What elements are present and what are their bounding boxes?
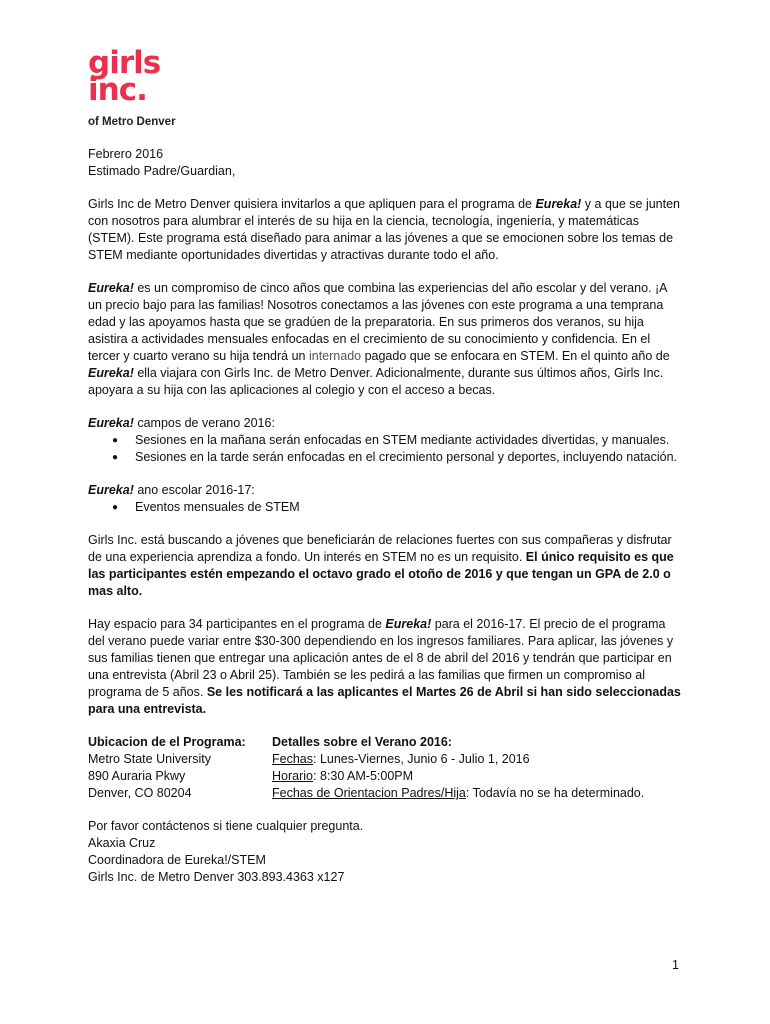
eureka-brand: Eureka! (88, 483, 134, 497)
summer-list (88, 432, 682, 466)
location-line: Denver, CO 80204 (88, 786, 192, 800)
list-item: ● Sesiones en la mañana serán enfocadas en STEM mediante actividades divertidas, y manuales. (88, 432, 682, 449)
application-paragraph (88, 616, 682, 718)
logo-word-inc: inc. (88, 72, 147, 108)
detail-value: : 8:30 AM-5:00PM (313, 769, 414, 783)
letter-body (88, 146, 682, 886)
detail-label: Fechas (272, 752, 313, 766)
location-column (88, 734, 272, 802)
eureka-brand: Eureka! (385, 617, 432, 631)
signer-name: Akaxia Cruz (88, 836, 156, 850)
commitment-text-2: pagado que se enfocara en STEM. En el quinto año de (361, 349, 670, 363)
location-heading: Ubicacion de el Programa: (88, 735, 246, 749)
commitment-text-3: ella viajara con Girls Inc. de Metro Denver. Adicionalmente, durante sus últimos años, Girls Inc. apoyara a su hija con las aplicaciones al colegio y con el acceso a becas. (88, 366, 664, 397)
application-text-2: para el 2016-17. El precio de el programa del verano puede variar entre $30-300 dependiendo en los ingresos familiares. Para aplicar, las jóvenes y sus familias tienen que entregar una aplicación antes de el 8 de abril del 2016 y tendrán que participar en una entrevista (Abril 23 o Abril 25). También se les pedirá a las familias que firmen un compromiso al programa de 5 años. (88, 617, 674, 699)
closing-line: Por favor contáctenos si tiene cualquier pregunta. (88, 819, 364, 833)
letter-date: Febrero 2016 (88, 147, 164, 161)
list-item: ● Eventos mensuales de STEM (88, 499, 682, 516)
signer-contact: Girls Inc. de Metro Denver 303.893.4363 x127 (88, 870, 345, 884)
detail-item (272, 751, 682, 768)
detail-item (272, 785, 682, 802)
commitment-text-1: es un compromiso de cinco años que combina las experiencias del año escolar y del verano. ¡A un precio bajo para las familias! Nosotros conectamos a las jóvenes con este programa a una temprana edad y las apoyamos hasta que se gradúen de la preparatoria. En sus primeros dos veranos, su hija asistira a actividades mensuales enfocadas en el crecimiento de su conocimiento y confidencia. En el tercer y cuarto verano su hija tendrá un (88, 281, 667, 363)
girls-inc-logo (88, 45, 161, 108)
intro-paragraph (88, 196, 682, 264)
eureka-brand: Eureka! (88, 366, 134, 380)
eureka-brand: Eureka! (535, 197, 582, 211)
detail-item (272, 768, 682, 785)
detail-value: : Todavía no se ha determinado. (465, 786, 645, 800)
school-year-heading (88, 482, 682, 499)
program-info (88, 734, 682, 802)
requirements-paragraph (88, 532, 682, 600)
requirements-bold: El único requisito es que las participantes estén empezando el octavo grado el otoño de 2016 y que tengan un GPA de 2.0 o mas alto. (88, 550, 674, 598)
application-text-1: Hay espacio para 34 participantes en el programa de (88, 617, 386, 631)
detail-label: Horario (272, 769, 313, 783)
location-line: Metro State University (88, 752, 211, 766)
intro-text-after: y a que se junten con nosotros para alumbrar el interés de su hija en la ciencia, tecnología, ingeniería, y matemáticas (STEM). Este programa está diseñado para animar a las jóvenes a que se emocionen sobre los temas de STEM mediante oportunidades divertidas y atractivas durante todo el año. (88, 197, 681, 262)
logo-subtitle: of Metro Denver (88, 116, 176, 128)
details-heading: Detalles sobre el Verano 2016: (272, 735, 452, 749)
eureka-brand: Eureka! (88, 281, 134, 295)
school-heading-text: ano escolar 2016-17: (133, 483, 255, 497)
list-item: ● Sesiones en la tarde serán enfocadas en el crecimiento personal y deportes, incluyendo natación. (88, 449, 682, 466)
page-number: 1 (672, 958, 679, 972)
commitment-paragraph (88, 280, 682, 399)
internado-word: internado (308, 349, 362, 363)
summer-heading-text: campos de verano 2016: (133, 416, 275, 430)
requirements-text: Girls Inc. está buscando a jóvenes que beneficiarán de relaciones fuertes con sus compañeras y disfrutar de una experiencia aprendiza a fondo. Un interés en STEM no es un requisito. (88, 533, 672, 564)
closing-block (88, 818, 682, 886)
intro-text-before: Girls Inc de Metro Denver quisiera invitarlos a que apliquen para el programa de (88, 197, 536, 211)
detail-value: : Lunes-Viernes, Junio 6 - Julio 1, 2016 (313, 752, 530, 766)
summer-heading (88, 415, 682, 432)
location-line: 890 Auraria Pkwy (88, 769, 186, 783)
eureka-brand: Eureka! (88, 416, 134, 430)
logo-word-girls: girls (88, 45, 161, 81)
school-year-list (88, 499, 682, 516)
detail-label: Fechas de Orientacion Padres/Hija (272, 786, 466, 800)
application-bold: Se les notificará a las aplicantes el Martes 26 de Abril si han sido seleccionadas para una entrevista. (88, 685, 681, 716)
signer-title: Coordinadora de Eureka!/STEM (88, 853, 266, 867)
details-column (272, 734, 682, 802)
salutation: Estimado Padre/Guardian, (88, 164, 236, 178)
